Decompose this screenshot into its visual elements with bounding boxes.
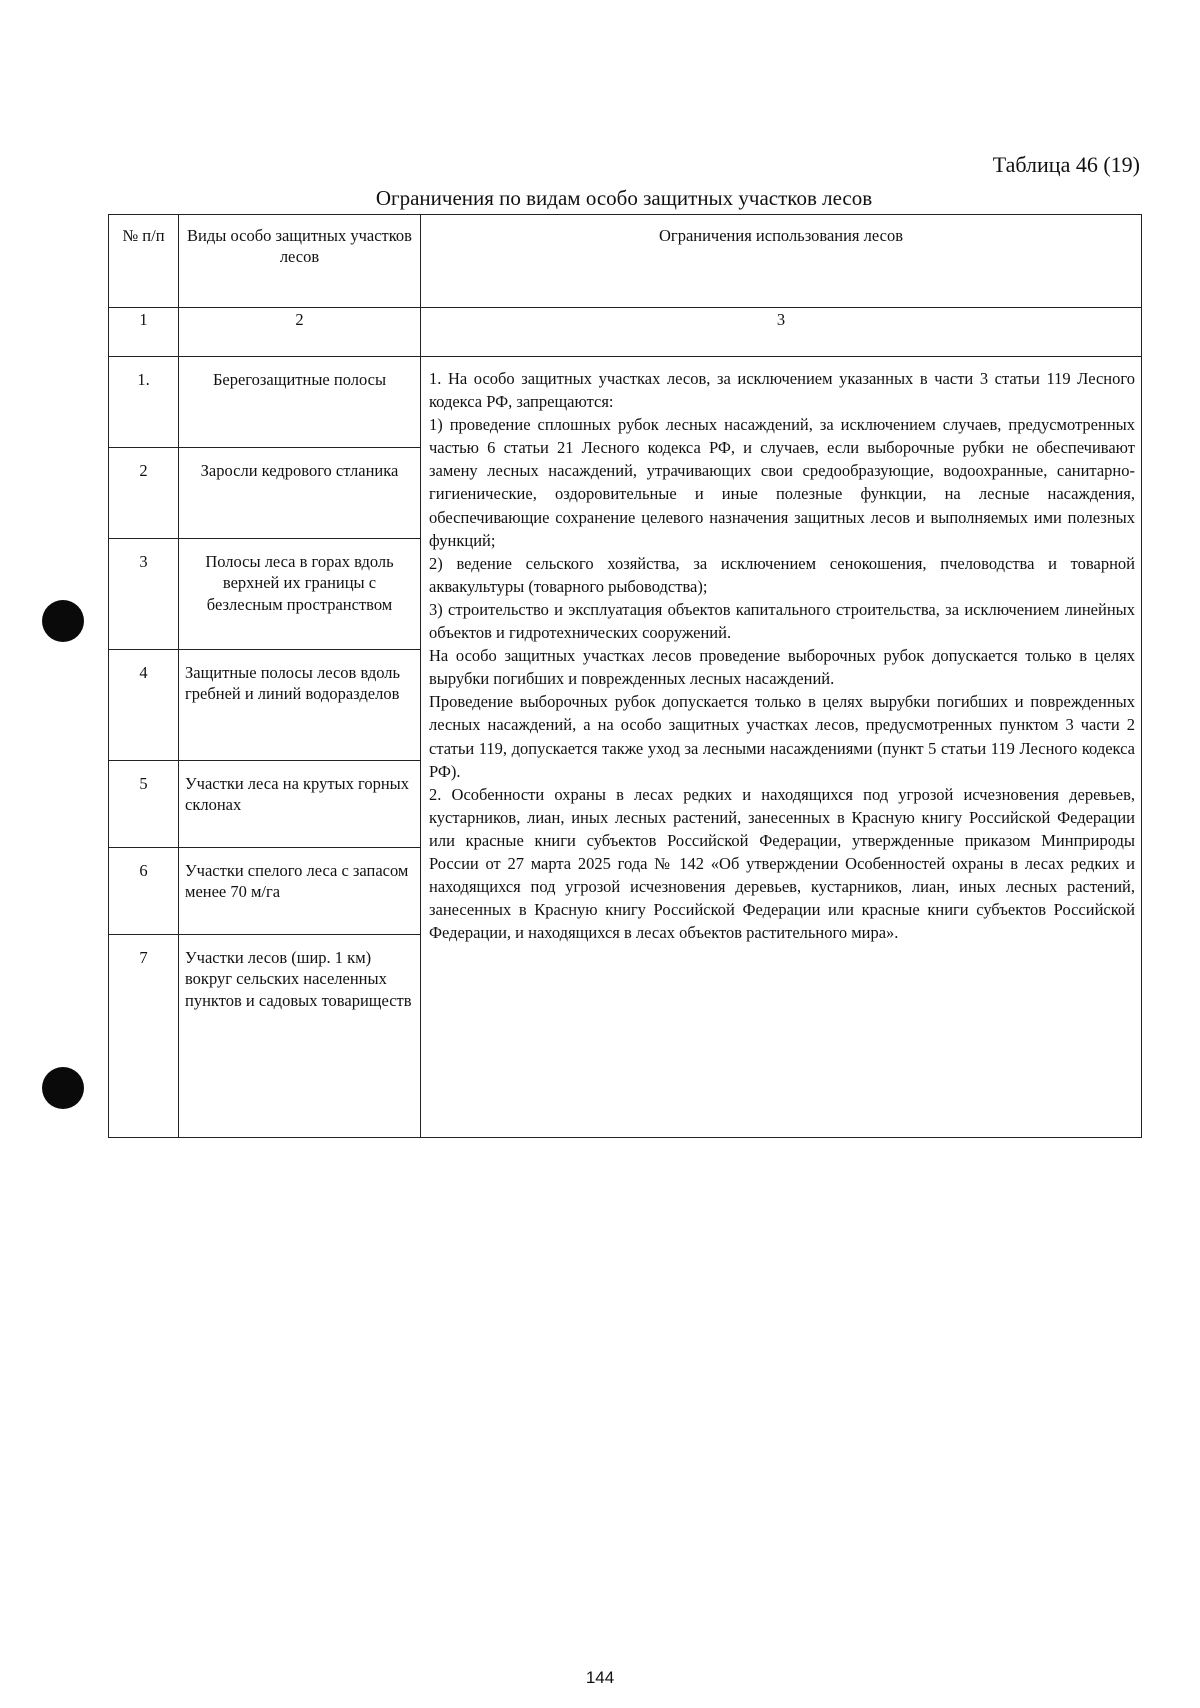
header-row [109,215,1142,308]
restrictions-cell [421,357,1142,1138]
header-kind: Виды особо защитных участков лесов [179,215,421,308]
row-kind: Полосы леса в горах вдоль верхней их границы с безлесным пространством [179,539,421,650]
row-kind: Участки леса на крутых горных склонах [179,761,421,848]
column-number-row [109,308,1142,357]
row-kind: Участки лесов (шир. 1 км) вокруг сельских населенных пунктов и садовых товариществ [179,935,421,1138]
table-row [109,357,1142,448]
row-number: 5 [109,761,179,848]
row-kind: Защитные полосы лесов вдоль гребней и линий водоразделов [179,650,421,761]
punch-hole [42,600,84,642]
row-kind: Берегозащитные полосы [179,357,421,448]
column-number: 1 [109,308,179,357]
row-number: 2 [109,448,179,539]
restriction-paragraph: Проведение выборочных рубок допускается только в целях вырубки погибших и поврежденных лесных насаждений, а на особо защитных участках лесов, предусмотренных пунктом 3 части 2 статьи 119, допускается также уход за лесными насаждениями (пункт 5 статьи 119 Лесного кодекса РФ). [429,692,1135,781]
restriction-paragraph: 2) ведение сельского хозяйства, за исключением сенокошения, пчеловодства и товарной аквакультуры (товарного рыбоводства); [429,553,1135,596]
header-num: № п/п [109,215,179,308]
restriction-paragraph: 2. Особенности охраны в лесах редких и находящихся под угрозой исчезновения деревьев, кустарников, лиан, иных лесных растений, занесенных в Красную книгу Российской Федерации или красные книги субъектов Российской Федерации, утвержденные приказом Минприроды России от 27 марта 2025 года № 142 «Об утверждении Особенностей охраны в лесах редких и находящихся под угрозой исчезновения деревьев, кустарников, лиан, иных лесных растений, занесенных в Красную книгу Российской Федерации или красные книги субъектов Российской Федерации, и находящихся в лесах объектов растительного мира». [429,784,1135,943]
column-number: 3 [421,308,1142,357]
row-number: 7 [109,935,179,1138]
restriction-paragraph: 1. На особо защитных участках лесов, за исключением указанных в части 3 статьи 119 Лесного кодекса РФ, запрещаются: [429,369,1135,412]
row-number: 6 [109,848,179,935]
column-number: 2 [179,308,421,357]
row-number: 3 [109,539,179,650]
restriction-paragraph: 1) проведение сплошных рубок лесных насаждений, за исключением случаев, предусмотренных частью 6 статьи 21 Лесного кодекса РФ, и случаев, если выборочные рубки не обеспечивают замену лесных насаждений, утрачивающих свои средообразующие, водоохранные, санитарно-гигиенические, оздоровительные и иные полезные функции, на лесные насаждения, обеспечивающие сохранение целевого назначения защитных лесов и выполняемых ими полезных функций; [429,415,1135,550]
restriction-paragraph: 3) строительство и эксплуатация объектов капитального строительства, за исключением линейных объектов и гидротехнических сооружений. [429,599,1135,643]
punch-hole [42,1067,84,1109]
page-number: 144 [585,1668,615,1687]
row-number: 1. [109,357,179,448]
table-caption: Ограничения по видам особо защитных участков лесов [375,186,873,210]
header-restrictions: Ограничения использования лесов [421,215,1142,308]
row-kind: Заросли кедрового стланика [179,448,421,539]
row-number: 4 [109,650,179,761]
table-label: Таблица 46 (19) [992,152,1140,177]
restrictions-table [108,214,1142,1138]
row-kind: Участки спелого леса с запасом менее 70 м/га [179,848,421,935]
restriction-paragraph: На особо защитных участках лесов проведение выборочных рубок допускается только в целях вырубки погибших и поврежденных лесных насаждений. [429,646,1135,689]
